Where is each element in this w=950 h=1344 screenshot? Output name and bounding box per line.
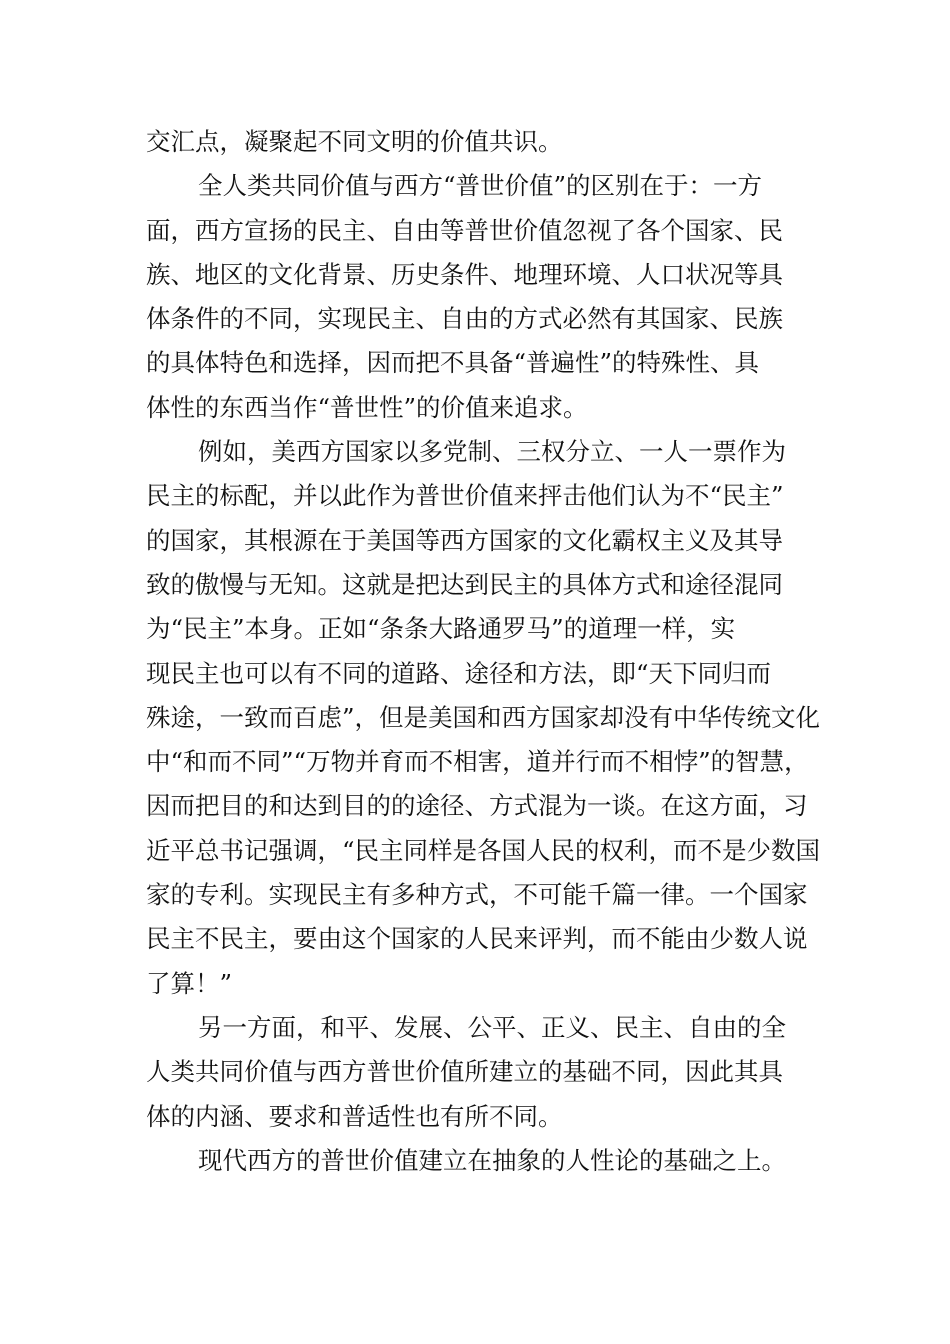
text-line: 了算！” (146, 968, 233, 998)
text-line: 体性的东西当作“普世性”的价值来追求。 (146, 392, 588, 422)
text-line: 为“民主”本身。正如“条条大路通罗马”的道理一样，实 (146, 614, 736, 644)
text-line: 体条件的不同，实现民主、自由的方式必然有其国家、民族 (146, 304, 783, 334)
text-line: 民主的标配，并以此作为普世价值来抨击他们认为不“民主” (146, 481, 784, 511)
text-line: 面，西方宣扬的民主、自由等普世价值忽视了各个国家、民 (146, 215, 783, 245)
text-line: 人类共同价值与西方普世价值所建立的基础不同，因此其具 (146, 1057, 783, 1087)
text-line: 致的傲慢与无知。这就是把达到民主的具体方式和途径混同 (146, 569, 783, 599)
text-line: 中“和而不同”“万物并育而不相害，道并行而不相悖”的智慧， (146, 747, 809, 777)
document-body (146, 120, 846, 1183)
text-line: 族、地区的文化背景、历史条件、地理环境、人口状况等具 (146, 259, 783, 289)
text-line: 家的专利。实现民主有多种方式，不可能千篇一律。一个国家 (146, 880, 808, 910)
text-line: 交汇点，凝聚起不同文明的价值共识。 (146, 127, 563, 156)
paragraph-start-line: 现代西方的普世价值建立在抽象的人性论的基础之上。 (198, 1145, 786, 1175)
text-line: 现民主也可以有不同的道路、途径和方法，即“天下同归而 (146, 658, 772, 688)
paragraph-start-line: 另一方面，和平、发展、公平、正义、民主、自由的全 (198, 1012, 786, 1042)
paragraph-start-line: 例如，美西方国家以多党制、三权分立、一人一票作为 (198, 437, 786, 467)
text-line: 近平总书记强调，“民主同样是各国人民的权利，而不是少数国 (146, 835, 821, 865)
text-line: 因而把目的和达到目的的途径、方式混为一谈。在这方面，习 (146, 791, 808, 821)
text-line: 殊途，一致而百虑”，但是美国和西方国家却没有中华传统文化 (146, 702, 821, 732)
paragraph-start-line: 全人类共同价值与西方“普世价值”的区别在于：一方 (198, 171, 763, 201)
text-line: 的国家，其根源在于美国等西方国家的文化霸权主义及其导 (146, 525, 783, 555)
text-line: 的具体特色和选择，因而把不具备“普遍性”的特殊性、具 (146, 348, 760, 378)
text-line: 体的内涵、要求和普适性也有所不同。 (146, 1101, 563, 1131)
text-line: 民主不民主，要由这个国家的人民来评判，而不能由少数人说 (146, 924, 808, 954)
